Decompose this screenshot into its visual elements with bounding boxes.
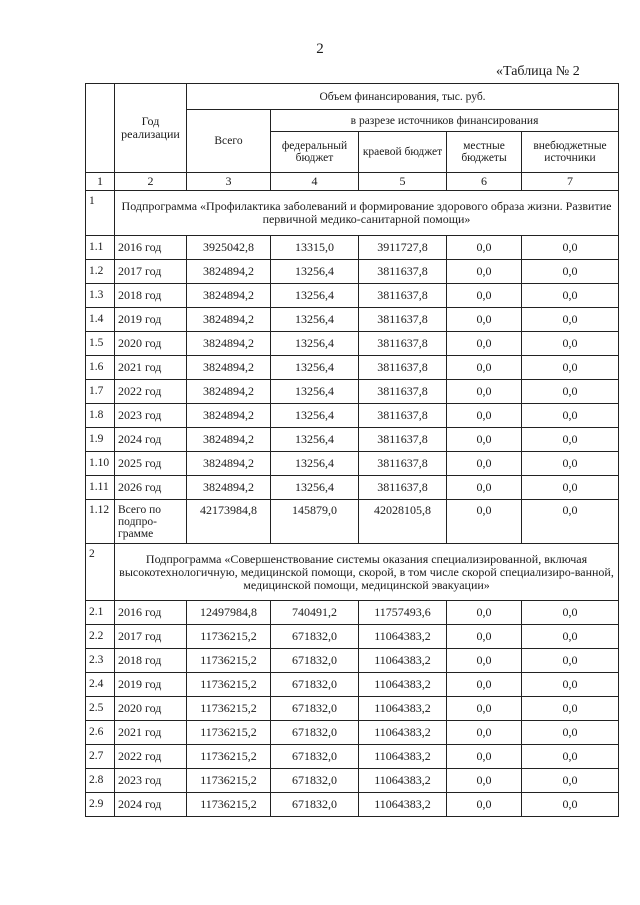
value-local: 0,0	[447, 476, 522, 500]
row-year: 2022 год	[115, 380, 187, 404]
value-total: 12497984,8	[187, 601, 271, 625]
header-num-cell	[86, 84, 115, 173]
table-caption: «Таблица № 2	[496, 64, 580, 79]
value-regional: 3811637,8	[359, 260, 447, 284]
value-total: 3824894,2	[187, 428, 271, 452]
value-regional: 3811637,8	[359, 284, 447, 308]
row-year: 2019 год	[115, 673, 187, 697]
table-row	[86, 721, 619, 745]
row-year: 2026 год	[115, 476, 187, 500]
value-local: 0,0	[447, 380, 522, 404]
row-year: 2016 год	[115, 236, 187, 260]
table-row	[86, 745, 619, 769]
value-local: 0,0	[447, 428, 522, 452]
financing-table	[85, 83, 619, 817]
value-federal: 13256,4	[271, 428, 359, 452]
value-local: 0,0	[447, 332, 522, 356]
value-federal: 671832,0	[271, 769, 359, 793]
column-number: 5	[359, 173, 447, 191]
row-number: 1.4	[86, 308, 115, 332]
row-number: 1.2	[86, 260, 115, 284]
value-regional: 11064383,2	[359, 625, 447, 649]
value-offbudget: 0,0	[522, 284, 619, 308]
header-federal: федеральный бюджет	[271, 132, 359, 173]
value-regional: 11064383,2	[359, 745, 447, 769]
row-year: Всего по подпро-грамме	[115, 500, 187, 544]
value-total: 11736215,2	[187, 721, 271, 745]
value-federal: 13315,0	[271, 236, 359, 260]
value-total: 11736215,2	[187, 673, 271, 697]
value-regional: 3811637,8	[359, 380, 447, 404]
value-local: 0,0	[447, 697, 522, 721]
value-federal: 740491,2	[271, 601, 359, 625]
value-local: 0,0	[447, 601, 522, 625]
value-local: 0,0	[447, 625, 522, 649]
value-total: 3824894,2	[187, 284, 271, 308]
row-year: 2023 год	[115, 769, 187, 793]
value-federal: 671832,0	[271, 721, 359, 745]
value-federal: 145879,0	[271, 500, 359, 544]
row-year: 2020 год	[115, 697, 187, 721]
column-number: 1	[86, 173, 115, 191]
value-federal: 13256,4	[271, 476, 359, 500]
value-offbudget: 0,0	[522, 476, 619, 500]
value-local: 0,0	[447, 500, 522, 544]
row-number: 1.1	[86, 236, 115, 260]
value-local: 0,0	[447, 356, 522, 380]
value-offbudget: 0,0	[522, 236, 619, 260]
row-number: 1.12	[86, 500, 115, 544]
value-total: 11736215,2	[187, 697, 271, 721]
value-local: 0,0	[447, 673, 522, 697]
value-local: 0,0	[447, 745, 522, 769]
program-title: Подпрограмма «Совершенствование системы оказания специализированной, включая высокотехнологичную, медицинской помощи, скорой, в том числе скорой специализиро-ванной, медицинской помощи, медицинской эвакуации»	[115, 544, 619, 601]
column-number: 6	[447, 173, 522, 191]
value-offbudget: 0,0	[522, 673, 619, 697]
table-row	[86, 673, 619, 697]
value-offbudget: 0,0	[522, 356, 619, 380]
table-row	[86, 601, 619, 625]
table-row	[86, 649, 619, 673]
value-regional: 11064383,2	[359, 649, 447, 673]
row-year: 2021 год	[115, 721, 187, 745]
row-year: 2020 год	[115, 332, 187, 356]
program-row	[86, 544, 619, 601]
value-local: 0,0	[447, 769, 522, 793]
row-number: 2.5	[86, 697, 115, 721]
value-local: 0,0	[447, 404, 522, 428]
value-regional: 3811637,8	[359, 428, 447, 452]
value-federal: 13256,4	[271, 260, 359, 284]
value-federal: 671832,0	[271, 745, 359, 769]
value-offbudget: 0,0	[522, 308, 619, 332]
table-row	[86, 625, 619, 649]
value-regional: 11064383,2	[359, 673, 447, 697]
value-total: 3824894,2	[187, 308, 271, 332]
header-sources: в разрезе источников финансирования	[271, 110, 619, 132]
value-offbudget: 0,0	[522, 769, 619, 793]
row-number: 2.8	[86, 769, 115, 793]
value-regional: 3811637,8	[359, 308, 447, 332]
program-number: 2	[86, 544, 115, 601]
value-offbudget: 0,0	[522, 601, 619, 625]
value-regional: 11757493,6	[359, 601, 447, 625]
row-number: 1.3	[86, 284, 115, 308]
header-offbudget: внебюджетные источники	[522, 132, 619, 173]
value-total: 11736215,2	[187, 769, 271, 793]
table-row	[86, 380, 619, 404]
row-year: 2023 год	[115, 404, 187, 428]
column-numbers-row	[86, 173, 619, 191]
value-total: 3824894,2	[187, 260, 271, 284]
row-year: 2017 год	[115, 625, 187, 649]
value-local: 0,0	[447, 260, 522, 284]
value-federal: 13256,4	[271, 332, 359, 356]
value-total: 42173984,8	[187, 500, 271, 544]
value-federal: 671832,0	[271, 673, 359, 697]
row-number: 1.9	[86, 428, 115, 452]
value-regional: 11064383,2	[359, 697, 447, 721]
value-total: 3824894,2	[187, 380, 271, 404]
value-federal: 13256,4	[271, 308, 359, 332]
row-year: 2016 год	[115, 601, 187, 625]
value-regional: 11064383,2	[359, 793, 447, 817]
value-total: 3824894,2	[187, 476, 271, 500]
row-year: 2024 год	[115, 428, 187, 452]
value-federal: 13256,4	[271, 284, 359, 308]
table-row	[86, 769, 619, 793]
program-row	[86, 191, 619, 236]
page-number: 2	[316, 41, 324, 57]
header-total: Всего	[187, 110, 271, 173]
value-offbudget: 0,0	[522, 428, 619, 452]
value-total: 3824894,2	[187, 404, 271, 428]
value-federal: 13256,4	[271, 452, 359, 476]
header-regional: краевой бюджет	[359, 132, 447, 173]
value-federal: 671832,0	[271, 649, 359, 673]
row-number: 1.6	[86, 356, 115, 380]
row-year: 2022 год	[115, 745, 187, 769]
value-offbudget: 0,0	[522, 697, 619, 721]
value-offbudget: 0,0	[522, 452, 619, 476]
value-offbudget: 0,0	[522, 625, 619, 649]
value-federal: 671832,0	[271, 625, 359, 649]
column-number: 3	[187, 173, 271, 191]
value-local: 0,0	[447, 649, 522, 673]
row-year: 2018 год	[115, 649, 187, 673]
value-federal: 13256,4	[271, 356, 359, 380]
value-total: 11736215,2	[187, 649, 271, 673]
value-federal: 13256,4	[271, 404, 359, 428]
row-number: 1.8	[86, 404, 115, 428]
table-row	[86, 404, 619, 428]
value-regional: 3811637,8	[359, 356, 447, 380]
value-local: 0,0	[447, 793, 522, 817]
value-regional: 3811637,8	[359, 452, 447, 476]
value-total: 3824894,2	[187, 332, 271, 356]
row-number: 1.7	[86, 380, 115, 404]
table-row	[86, 356, 619, 380]
value-regional: 11064383,2	[359, 769, 447, 793]
column-number: 4	[271, 173, 359, 191]
value-regional: 3911727,8	[359, 236, 447, 260]
value-federal: 13256,4	[271, 380, 359, 404]
table-row	[86, 308, 619, 332]
row-number: 1.11	[86, 476, 115, 500]
row-year: 2021 год	[115, 356, 187, 380]
row-number: 2.9	[86, 793, 115, 817]
value-offbudget: 0,0	[522, 793, 619, 817]
value-total: 11736215,2	[187, 745, 271, 769]
value-offbudget: 0,0	[522, 500, 619, 544]
table-row	[86, 236, 619, 260]
row-year: 2018 год	[115, 284, 187, 308]
value-offbudget: 0,0	[522, 745, 619, 769]
value-local: 0,0	[447, 284, 522, 308]
column-number: 2	[115, 173, 187, 191]
row-number: 2.6	[86, 721, 115, 745]
row-year: 2019 год	[115, 308, 187, 332]
program-number: 1	[86, 191, 115, 236]
value-offbudget: 0,0	[522, 380, 619, 404]
value-total: 3925042,8	[187, 236, 271, 260]
row-year: 2017 год	[115, 260, 187, 284]
value-regional: 42028105,8	[359, 500, 447, 544]
value-local: 0,0	[447, 308, 522, 332]
row-number: 2.2	[86, 625, 115, 649]
row-number: 1.10	[86, 452, 115, 476]
table-row	[86, 697, 619, 721]
table-row	[86, 428, 619, 452]
table-row	[86, 476, 619, 500]
header-year: Год реализации	[115, 84, 187, 173]
value-federal: 671832,0	[271, 697, 359, 721]
column-number: 7	[522, 173, 619, 191]
value-total: 3824894,2	[187, 452, 271, 476]
value-regional: 3811637,8	[359, 332, 447, 356]
value-offbudget: 0,0	[522, 332, 619, 356]
value-regional: 3811637,8	[359, 476, 447, 500]
value-offbudget: 0,0	[522, 649, 619, 673]
header-local: местные бюджеты	[447, 132, 522, 173]
table-row	[86, 260, 619, 284]
value-total: 3824894,2	[187, 356, 271, 380]
table-row	[86, 452, 619, 476]
value-regional: 11064383,2	[359, 721, 447, 745]
table-row	[86, 332, 619, 356]
program-total-row	[86, 500, 619, 544]
value-local: 0,0	[447, 452, 522, 476]
row-number: 2.7	[86, 745, 115, 769]
row-number: 2.3	[86, 649, 115, 673]
program-title: Подпрограмма «Профилактика заболеваний и формирование здорового образа жизни. Развитие первичной медико-санитарной помощи»	[115, 191, 619, 236]
row-year: 2024 год	[115, 793, 187, 817]
value-local: 0,0	[447, 721, 522, 745]
table-header	[86, 84, 619, 191]
value-regional: 3811637,8	[359, 404, 447, 428]
table-row	[86, 284, 619, 308]
value-offbudget: 0,0	[522, 721, 619, 745]
row-number: 2.4	[86, 673, 115, 697]
value-local: 0,0	[447, 236, 522, 260]
table-body	[86, 191, 619, 817]
table-row	[86, 793, 619, 817]
value-total: 11736215,2	[187, 625, 271, 649]
row-number: 2.1	[86, 601, 115, 625]
value-federal: 671832,0	[271, 793, 359, 817]
header-volume: Объем финансирования, тыс. руб.	[187, 84, 619, 110]
value-offbudget: 0,0	[522, 260, 619, 284]
row-year: 2025 год	[115, 452, 187, 476]
value-total: 11736215,2	[187, 793, 271, 817]
value-offbudget: 0,0	[522, 404, 619, 428]
row-number: 1.5	[86, 332, 115, 356]
